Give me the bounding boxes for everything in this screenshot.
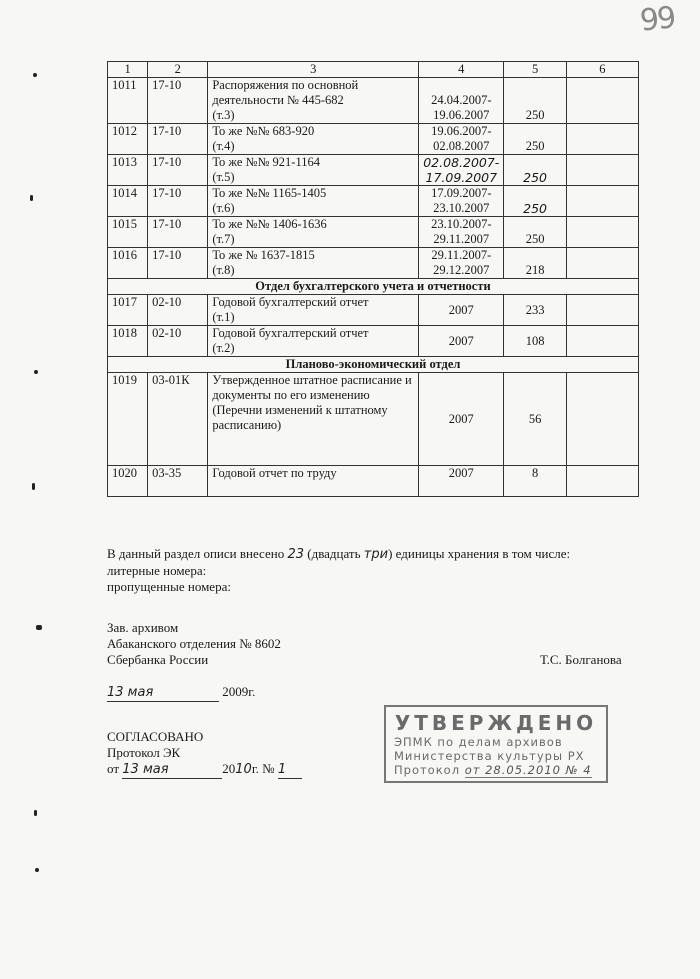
item-number: 1018 xyxy=(108,326,148,357)
item-index: 02-10 xyxy=(148,326,208,357)
item-index: 03-35 xyxy=(148,466,208,497)
item-sheet-count: 108 xyxy=(504,326,566,357)
date-start: 19.06.2007- xyxy=(431,124,492,138)
stamp-handwritten-date: от 28.05.2010 № 4 xyxy=(464,763,592,777)
summary-text: ) единицы хранения в том числе: xyxy=(388,546,571,561)
item-index: 17-10 xyxy=(148,124,208,155)
scan-speck xyxy=(32,483,35,490)
item-number: 1011 xyxy=(108,78,148,124)
column-header: 6 xyxy=(566,62,638,78)
date-end: 02.08.2007 xyxy=(433,139,490,153)
item-index: 17-10 xyxy=(148,186,208,217)
column-header: 5 xyxy=(504,62,566,78)
item-title xyxy=(208,155,419,186)
table-row xyxy=(108,78,639,124)
item-title-text: То же №№ 921-1164 xyxy=(212,155,320,169)
item-note xyxy=(566,124,638,155)
item-title-text: То же № 1637-1815 xyxy=(212,248,315,262)
item-dates xyxy=(419,217,504,248)
item-title-text: То же №№ 1406-1636 xyxy=(212,217,327,231)
agreed-number-label: г. № xyxy=(251,761,275,776)
item-index: 03-01К xyxy=(148,373,208,466)
item-dates: 2007 xyxy=(419,295,504,326)
column-header: 2 xyxy=(148,62,208,78)
signer-role: Сбербанка России xyxy=(107,652,209,667)
item-note xyxy=(566,78,638,124)
item-sheet-count: 250 xyxy=(504,155,566,186)
item-index: 17-10 xyxy=(148,155,208,186)
item-dates xyxy=(419,124,504,155)
table-row xyxy=(108,373,639,466)
item-note xyxy=(566,217,638,248)
scan-speck xyxy=(36,625,42,630)
date-end: 19.06.2007 xyxy=(433,108,490,122)
item-number: 1019 xyxy=(108,373,148,466)
item-number: 1012 xyxy=(108,124,148,155)
item-title xyxy=(208,217,419,248)
table-row xyxy=(108,124,639,155)
table-row xyxy=(108,248,639,279)
scan-speck xyxy=(34,370,38,374)
agreed-from: от xyxy=(107,761,120,776)
inventory-table xyxy=(107,61,639,497)
agreed-protocol: Протокол ЭК xyxy=(107,745,181,760)
column-header: 3 xyxy=(208,62,419,78)
agreed-block xyxy=(107,729,302,779)
item-title xyxy=(208,186,419,217)
item-sheet-count: 56 xyxy=(504,373,566,466)
item-volume: (т.6) xyxy=(212,201,235,215)
scan-speck xyxy=(30,195,33,201)
signer-block xyxy=(107,620,281,668)
section-title: Отдел бухгалтерского учета и отчетности xyxy=(108,279,639,295)
item-title: Утвержденное штатное расписание и документы по его изменению (Перечни изменений к штатному расписанию) xyxy=(208,373,419,466)
item-sheet-count: 250 xyxy=(504,217,566,248)
item-number: 1014 xyxy=(108,186,148,217)
item-volume: (т.3) xyxy=(212,108,235,122)
summary-lettered: литерные номера: xyxy=(107,563,207,578)
item-volume: (т.5) xyxy=(212,170,235,184)
item-note xyxy=(566,466,638,497)
item-title-text: То же №№ 683-920 xyxy=(212,124,315,138)
item-number: 1013 xyxy=(108,155,148,186)
item-dates xyxy=(419,248,504,279)
summary-skipped: пропущенные номера: xyxy=(107,579,231,594)
item-sheet-count: 250 xyxy=(504,186,566,217)
stamp-title: УТВЕРЖДЕНО xyxy=(394,711,598,735)
item-volume: (т.7) xyxy=(212,232,235,246)
signer-name: Т.С. Болганова xyxy=(540,652,622,667)
table-row xyxy=(108,155,639,186)
stamp-protocol-label: Протокол xyxy=(394,763,461,777)
table-row xyxy=(108,466,639,497)
item-volume: (т.1) xyxy=(212,310,235,324)
item-number: 1020 xyxy=(108,466,148,497)
agreed-year: 20 xyxy=(222,761,236,776)
date-start: 24.04.2007- xyxy=(431,93,492,107)
item-number: 1015 xyxy=(108,217,148,248)
signer-role: Абаканского отделения № 8602 xyxy=(107,636,281,651)
item-note xyxy=(566,295,638,326)
signer-role: Зав. архивом xyxy=(107,620,179,635)
table-row xyxy=(108,186,639,217)
item-sheet-count: 8 xyxy=(504,466,566,497)
section-row xyxy=(108,279,639,295)
section-row xyxy=(108,357,639,373)
item-title xyxy=(208,248,419,279)
handwritten-number: 1 xyxy=(278,762,302,779)
item-note xyxy=(566,248,638,279)
summary-text: (двадцать xyxy=(307,546,361,561)
table-row xyxy=(108,326,639,357)
date-start: 02.08.2007- xyxy=(423,155,500,170)
item-sheet-count: 233 xyxy=(504,295,566,326)
handwritten-year: 10 xyxy=(235,762,252,777)
date-end: 29.11.2007 xyxy=(433,232,490,246)
item-title-text: То же №№ 1165-1405 xyxy=(212,186,327,200)
section-title: Планово-экономический отдел xyxy=(108,357,639,373)
scan-speck xyxy=(35,868,39,872)
item-title-text: Годовой бухгалтерский отчет xyxy=(212,295,369,309)
column-header: 1 xyxy=(108,62,148,78)
table-row xyxy=(108,217,639,248)
summary-line xyxy=(107,546,667,563)
item-volume: (т.8) xyxy=(212,263,235,277)
handwritten-date: 13 мая xyxy=(107,685,219,702)
item-volume: (т.2) xyxy=(212,341,235,355)
item-title xyxy=(208,295,419,326)
date-start: 29.11.2007- xyxy=(431,248,492,262)
item-title xyxy=(208,78,419,124)
agreed-date-line xyxy=(107,761,302,779)
item-title xyxy=(208,326,419,357)
item-sheet-count: 250 xyxy=(504,78,566,124)
item-dates xyxy=(419,155,504,186)
item-title-text: Распоряжения по основной деятельности № 445-682 xyxy=(212,78,359,107)
scan-speck xyxy=(33,73,37,77)
header-row xyxy=(108,62,639,78)
date-start: 17.09.2007- xyxy=(431,186,492,200)
handwritten-date: 13 мая xyxy=(122,762,222,779)
stamp-line: Министерства культуры РХ xyxy=(394,749,585,763)
item-sheet-count: 218 xyxy=(504,248,566,279)
item-volume: (т.4) xyxy=(212,139,235,153)
date-year: 2009г. xyxy=(222,684,256,699)
item-dates: 2007 xyxy=(419,466,504,497)
item-index: 17-10 xyxy=(148,78,208,124)
item-index: 02-10 xyxy=(148,295,208,326)
summary-block xyxy=(107,546,667,595)
item-note xyxy=(566,373,638,466)
item-note xyxy=(566,186,638,217)
agreed-title: СОГЛАСОВАНО xyxy=(107,729,204,744)
item-number: 1016 xyxy=(108,248,148,279)
approval-stamp xyxy=(384,705,608,783)
date-end: 29.12.2007 xyxy=(433,263,490,277)
item-number: 1017 xyxy=(108,295,148,326)
summary-text: В данный раздел описи внесено xyxy=(107,546,285,561)
page-number: 99 xyxy=(638,0,676,39)
handwritten-count: 23 xyxy=(287,547,304,562)
date-start: 23.10.2007- xyxy=(431,217,492,231)
item-index: 17-10 xyxy=(148,217,208,248)
item-title: Годовой отчет по труду xyxy=(208,466,419,497)
date-end: 17.09.2007 xyxy=(425,170,498,185)
item-title xyxy=(208,124,419,155)
signature-date xyxy=(107,684,255,702)
scan-speck xyxy=(34,810,37,816)
stamp-line: ЭПМК по делам архивов xyxy=(394,735,563,749)
item-dates xyxy=(419,78,504,124)
stamp-line xyxy=(394,763,598,777)
date-end: 23.10.2007 xyxy=(433,201,490,215)
item-note xyxy=(566,155,638,186)
item-title-text: Годовой бухгалтерский отчет xyxy=(212,326,369,340)
item-index: 17-10 xyxy=(148,248,208,279)
item-note xyxy=(566,326,638,357)
item-dates: 2007 xyxy=(419,373,504,466)
column-header: 4 xyxy=(419,62,504,78)
item-dates: 2007 xyxy=(419,326,504,357)
item-dates xyxy=(419,186,504,217)
handwritten-count-words: три xyxy=(363,547,389,562)
table-row xyxy=(108,295,639,326)
item-sheet-count: 250 xyxy=(504,124,566,155)
